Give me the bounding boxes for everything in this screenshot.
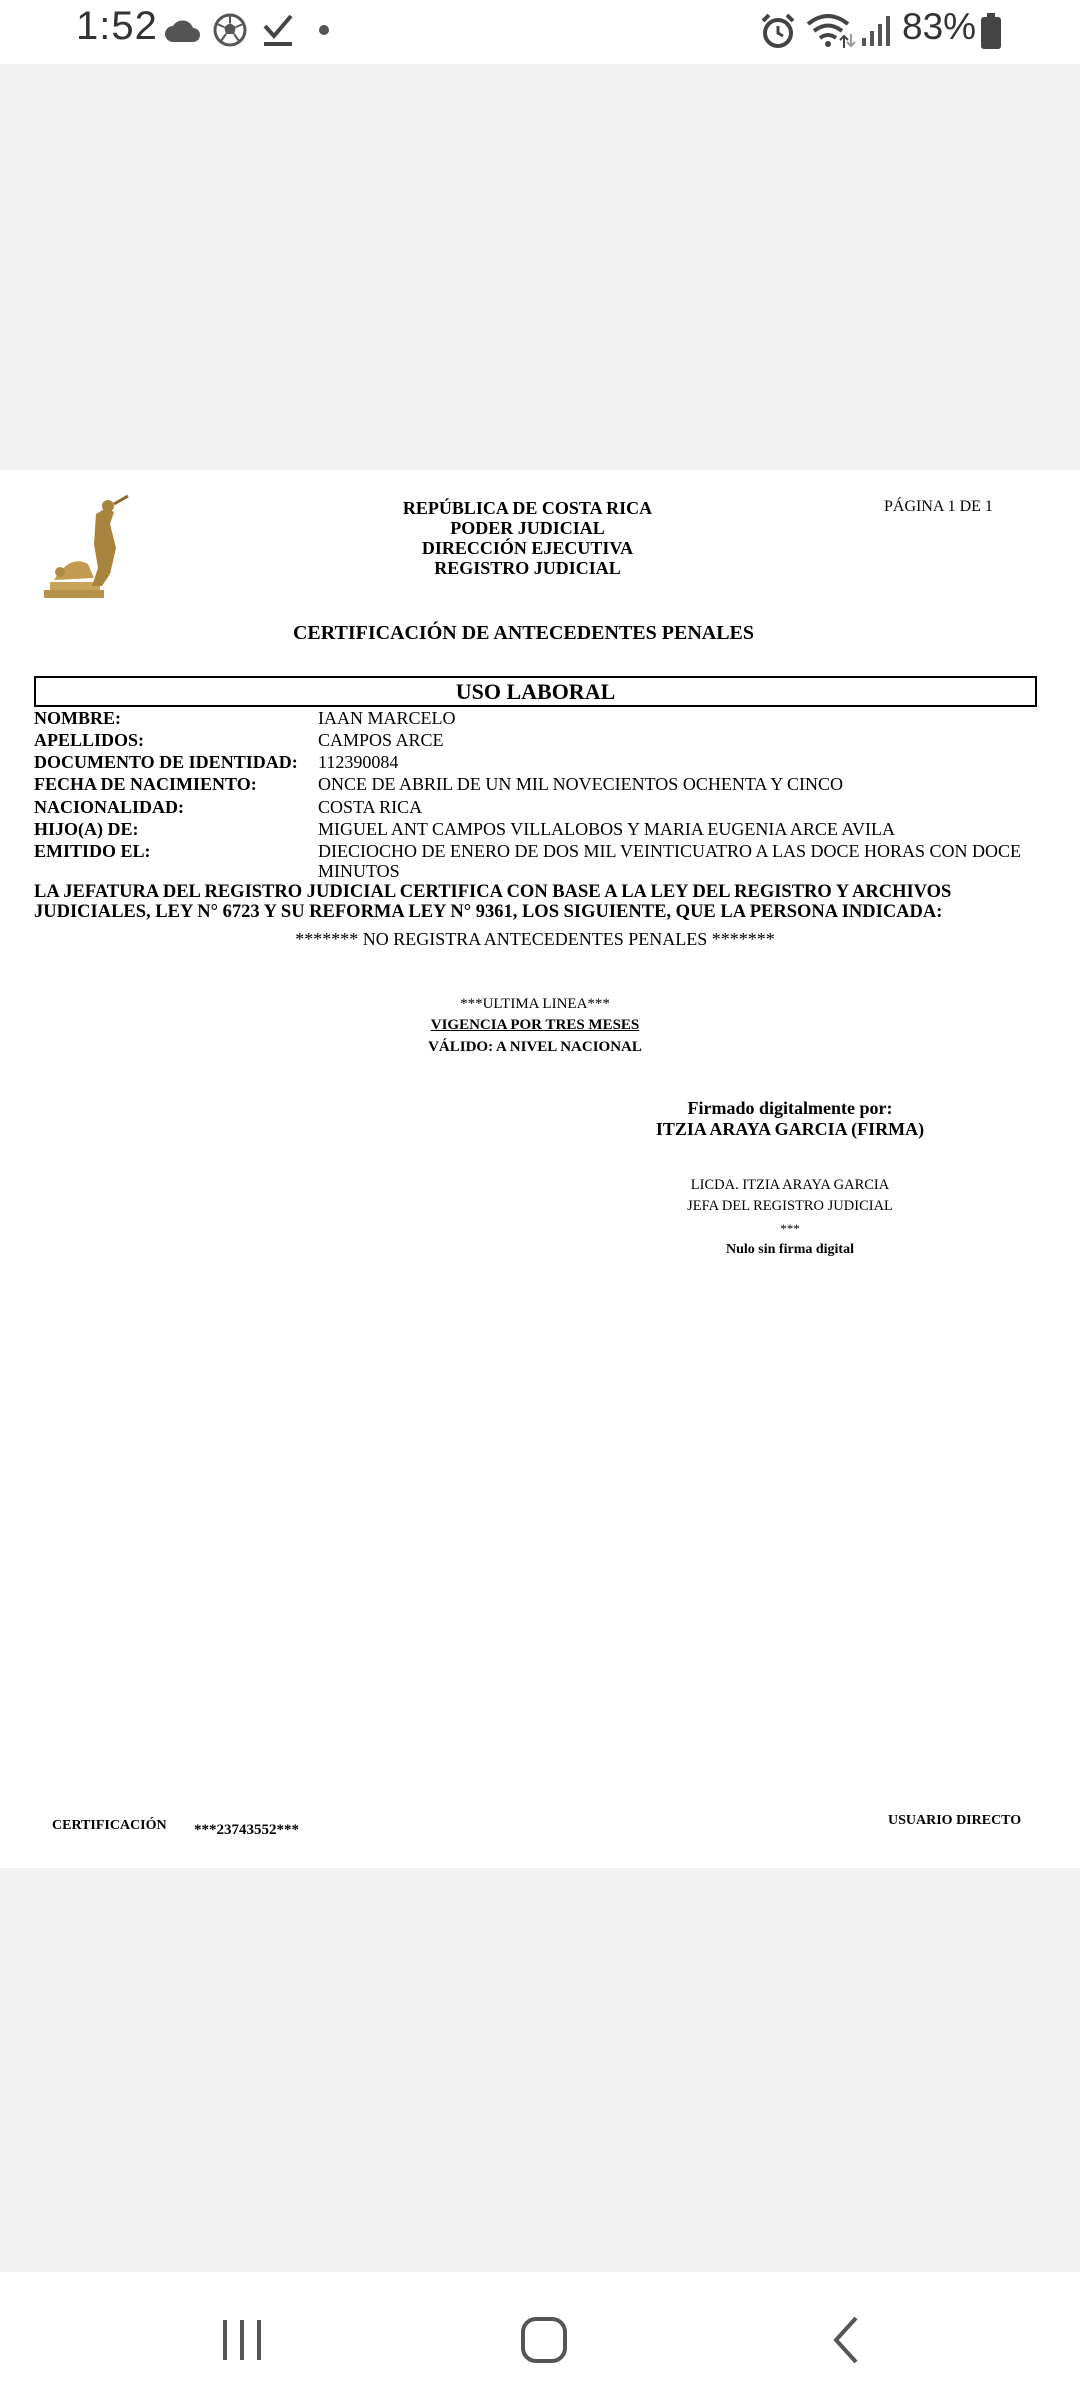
usage-box: USO LABORAL xyxy=(34,676,1037,707)
status-time: 1:52 xyxy=(76,4,158,48)
back-button[interactable] xyxy=(786,2272,906,2408)
home-icon xyxy=(520,2316,568,2364)
signal-icon xyxy=(860,14,892,48)
recent-apps-icon xyxy=(220,2318,264,2362)
last-line: ***ULTIMA LINEA*** xyxy=(460,996,610,1012)
field-value-nationality: COSTA RICA xyxy=(318,797,423,817)
check-download-icon xyxy=(262,12,294,48)
certificate-title: CERTIFICACIÓN DE ANTECEDENTES PENALES xyxy=(292,622,755,644)
wifi-icon xyxy=(806,12,856,50)
field-label-nationality: NACIONALIDAD: xyxy=(34,797,185,817)
page-number: PÁGINA 1 DE 1 xyxy=(884,498,993,515)
signer-title-name: LICDA. ITZIA ARAYA GARCIA xyxy=(690,1177,890,1193)
cloud-icon xyxy=(164,18,202,44)
header-republic: REPÚBLICA DE COSTA RICA xyxy=(402,498,653,518)
document-page[interactable] xyxy=(0,470,1080,1868)
battery-icon xyxy=(980,12,1002,50)
battery-percent: 83% xyxy=(902,6,977,47)
field-label-surnames: APELLIDOS: xyxy=(34,730,145,750)
header-executive-direction: DIRECCIÓN EJECUTIVA xyxy=(421,538,634,558)
field-value-issued: DIECIOCHO DE ENERO DE DOS MIL VEINTICUATRO A LAS DOCE HORAS CON DOCE MINUTOS xyxy=(318,841,1022,881)
field-label-birthdate: FECHA DE NACIMIENTO: xyxy=(34,774,257,794)
field-label-issued: EMITIDO EL: xyxy=(34,841,151,861)
status-bar xyxy=(0,0,1080,64)
justice-statue-logo xyxy=(36,494,148,614)
field-value-birthdate: ONCE DE ABRIL DE UN MIL NOVECIENTOS OCHENTA Y CINCO xyxy=(318,774,844,794)
header-judicial-registry: REGISTRO JUDICIAL xyxy=(434,558,621,578)
footer-certification-number: ***23743552*** xyxy=(194,1822,299,1838)
null-without-signature: Nulo sin firma digital xyxy=(726,1242,854,1257)
field-label-id: DOCUMENTO DE IDENTIDAD: xyxy=(34,752,298,772)
signature-stars: *** xyxy=(780,1221,800,1236)
footer-certification-label: CERTIFICACIÓN xyxy=(52,1818,167,1833)
field-value-parents: MIGUEL ANT CAMPOS VILLALOBOS Y MARIA EUGENIA ARCE AVILA xyxy=(318,819,896,839)
header-judicial-power: PODER JUDICIAL xyxy=(450,518,605,538)
alarm-icon xyxy=(760,12,796,50)
field-value-surnames: CAMPOS ARCE xyxy=(318,730,444,750)
certification-paragraph: LA JEFATURA DEL REGISTRO JUDICIAL CERTIFICA CON BASE A LA LEY DEL REGISTRO Y ARCHIVOS JUDICIALES, LEY N° 6723 Y SU REFORMA LEY N° 9361, LOS SIGUIENTE, QUE LA PERSONA INDICADA: xyxy=(34,882,952,922)
back-icon xyxy=(830,2315,862,2365)
field-value-id: 112390084 xyxy=(318,752,399,772)
signer-role: JEFA DEL REGISTRO JUDICIAL xyxy=(687,1198,893,1214)
validity-period: VIGENCIA POR TRES MESES xyxy=(430,1017,640,1033)
signer-name: ITZIA ARAYA GARCIA (FIRMA) xyxy=(655,1119,925,1139)
validity-scope: VÁLIDO: A NIVEL NACIONAL xyxy=(428,1039,642,1055)
footer-user-type: USUARIO DIRECTO xyxy=(888,1813,1022,1828)
field-value-name: IAAN MARCELO xyxy=(318,708,456,728)
recent-apps-button[interactable] xyxy=(182,2272,302,2408)
navigation-bar xyxy=(0,2272,1080,2408)
dot-icon xyxy=(318,24,330,36)
signed-by-label: Firmado digitalmente por: xyxy=(687,1098,893,1118)
field-label-parents: HIJO(A) DE: xyxy=(34,819,139,839)
soccer-ball-icon xyxy=(212,12,248,48)
result-no-record: ******* NO REGISTRA ANTECEDENTES PENALES ******* xyxy=(295,929,775,949)
home-button[interactable] xyxy=(484,2272,604,2408)
field-label-name: NOMBRE: xyxy=(34,708,121,728)
